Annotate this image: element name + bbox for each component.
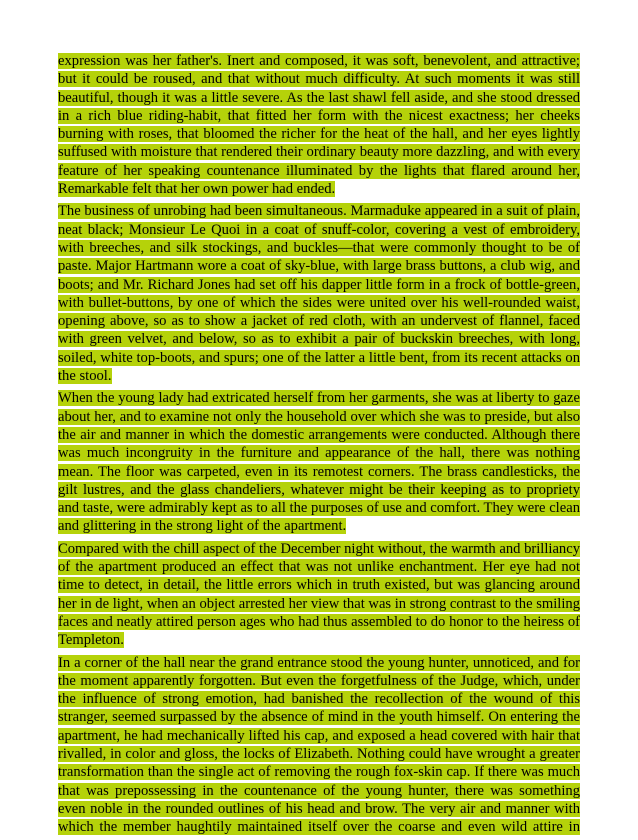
paragraph-1: [58, 52, 580, 198]
paragraph-2-text: The business of unrobing had been simultaneous. Marmaduke appeared in a suit of plain, neat black; Monsieur Le Quoi in a coat of snuff-color, covering a vest of embroidery, with breeches, and silk stockings, and buckles—that were commonly thought to be of paste. Major Hartmann wore a coat of sky-blue, with large brass buttons, a club wig, and boots; and Mr. Richard Jones had set off his dapper little form in a frock of bottle-green, with bullet-buttons, by one of which the sides were united over his well-rounded waist, opening above, so as to show a jacket of red cloth, with an undervest of flannel, faced with green velvet, and below, so as to exhibit a pair of buckskin breeches, with long, soiled, white top-boots, and spurs; one of the latter a little bent, from its recent attacks on the stool.: [58, 203, 580, 385]
paragraph-4: [58, 540, 580, 650]
paragraph-3-text: When the young lady had extricated herself from her garments, she was at liberty to gaze about her, and to examine not only the household over which she was to preside, but also the air and manner in which the domestic arrangements were conducted. Although there was much incongruity in the furniture and appearance of the hall, there was nothing mean. The floor was carpeted, even in its remotest corners. The brass candlesticks, the gilt lustres, and the glass chandeliers, whatever might be their keeping as to propriety and taste, were admirably kept as to all the purposes of use and comfort. They were clean and glittering in the strong light of the apartment.: [58, 390, 580, 535]
paragraph-5-text: In a corner of the hall near the grand entrance stood the young hunter, unnoticed, and for the moment apparently forgotten. But even the forgetfulness of the Judge, which, under the influence of strong emotion, had banished the recollection of the wound of this stranger, seemed surpassed by the absence of mind in the youth himself. On entering the apartment, he had mechanically lifted his cap, and exposed a head covered with hair that rivalled, in color and gloss, the locks of Elizabeth. Nothing could have wrought a greater transformation than the single act of removing the rough fox-skin cap. If there was much that was prepossessing in the countenance of the young hunter, there was something even noble in the rounded outlines of his head and brow. The very air and manner with which the member haughtily maintained itself over the coarse and even wild attire in: [58, 654, 580, 836]
paragraph-2: [58, 202, 580, 385]
paragraph-1-text: expression was her father's. Inert and composed, it was soft, benevolent, and attractive; but it could be roused, and that without much difficulty. At such moments it was still beautiful, though it was a little severe. As the last shawl fell aside, and she stood dressed in a rich blue riding-habit, that fitted her form with the nicest exactness; her cheeks burning with roses, that bloomed the richer for the heat of the hall, and her eyes lightly suffused with moisture that rendered their ordinary beauty more dazzling, and with every feature of her speaking countenance illuminated by the lights that flared around her, Remarkable felt that her own power had ended.: [58, 53, 580, 198]
document-page: [58, 52, 580, 840]
paragraph-5: [58, 654, 580, 837]
paragraph-4-text: Compared with the chill aspect of the December night without, the warmth and brilliancy of the apartment produced an effect that was not unlike enchantment. Her eye had not time to detect, in detail, the little errors which in truth existed, but was glancing around her in de light, when an object arrested her view that was in strong contrast to the smiling faces and neatly attired person ages who had thus assembled to do honor to the heiress of Templeton.: [58, 540, 580, 649]
paragraph-3: [58, 389, 580, 535]
